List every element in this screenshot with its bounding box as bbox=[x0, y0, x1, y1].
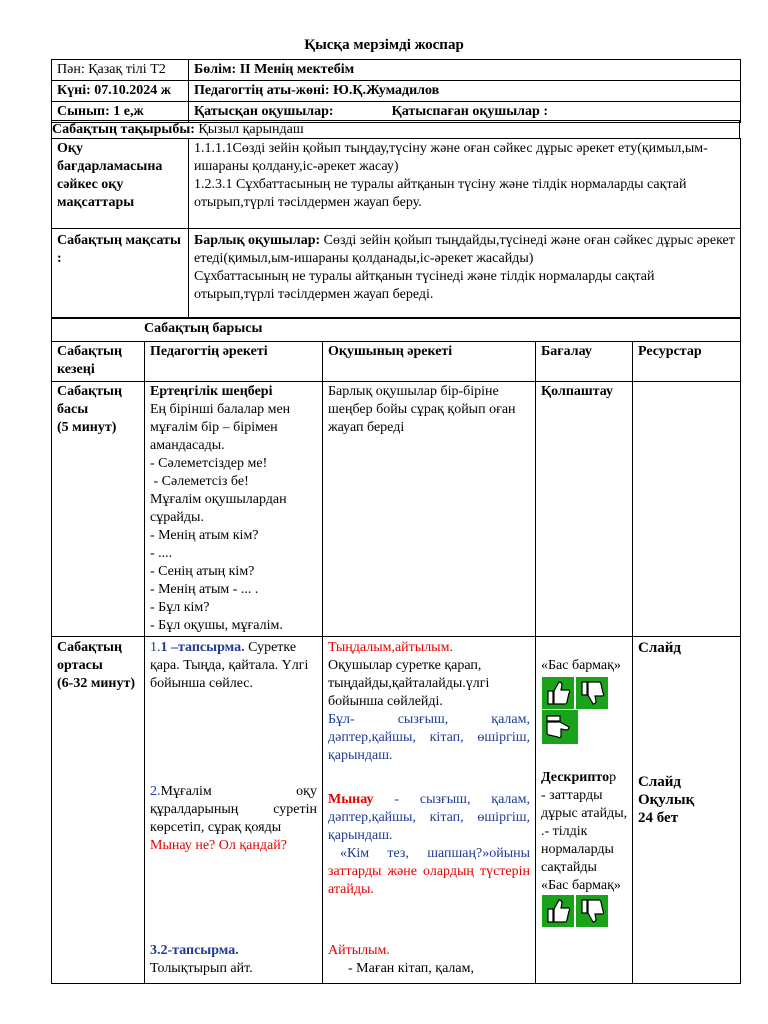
col-stage: Сабақтың кезеңі bbox=[52, 342, 145, 382]
stage1-assessment: Қолпаштау bbox=[536, 382, 633, 637]
topic-label: Сабақтың тақырыбы: bbox=[52, 122, 195, 137]
assess3-label: «Бас бармақ» bbox=[541, 878, 621, 893]
stage1-line: - Сәлеметсіздер ме! bbox=[150, 456, 268, 471]
res-page: 24 бет bbox=[638, 810, 679, 826]
stage2-name: Сабақтың ортасы bbox=[57, 640, 123, 673]
student2-heading: Мынау bbox=[328, 792, 374, 807]
stage1-line: Ең бірінші балалар мен мұғалім бір – бірімен амандасады. bbox=[150, 402, 291, 453]
col-teacher: Педагогтің әрекеті bbox=[145, 342, 323, 382]
student2-words: - сызғыш, қалам, дәптер,қайшы, кітап, өшіргіш, қарындаш. bbox=[328, 792, 530, 843]
res-textbook: Оқулық bbox=[638, 792, 695, 808]
descriptor-line: .- тілдік нормаларды сақтайды bbox=[541, 824, 614, 875]
task2-num: 2. bbox=[150, 784, 161, 799]
stage1-line: - Бұл оқушы, мұғалім. bbox=[150, 618, 283, 633]
task1-num-a: 1. bbox=[150, 640, 161, 655]
col-assessment: Бағалау bbox=[536, 342, 633, 382]
student1-text: Оқушылар суретке қарап, тыңдайды,қайталайды.үлгі бойынша сөйлейді. bbox=[328, 658, 490, 709]
progress-title: Сабақтың барысы bbox=[52, 318, 741, 342]
stage1-line: - Сәлеметсіз бе! bbox=[150, 474, 249, 489]
col-student: Оқушының әрекеті bbox=[323, 342, 536, 382]
objectives-label: Оқу бағдарламасына сәйкес оқу мақсаттары bbox=[52, 139, 189, 229]
task1-num-b: 1 –тапсырма. bbox=[160, 640, 245, 655]
res-slide-2: Слайд bbox=[638, 774, 681, 790]
objective-2: 1.2.3.1 Сұхбаттасының не туралы айтқанын түсіну және тілдік нормаларды сақтай отырып,түрлі тәсілдермен жауап беру. bbox=[194, 177, 687, 210]
thumbs-down-icon bbox=[576, 677, 608, 709]
aims-second: Сұхбаттасының не туралы айтқанын түсінеді және тілдік нормаларды сақтай отырып,түрлі тәсілдермен жауап береді. bbox=[194, 269, 655, 302]
stage2-student bbox=[323, 637, 536, 984]
teacher-name-cell: Педагогтің аты-жөні: Ю.Қ.Жумадилов bbox=[189, 81, 741, 102]
aims-text bbox=[189, 229, 741, 319]
descriptor-line: - заттарды дұрыс атайды, bbox=[541, 788, 628, 821]
thumbs-up-icon bbox=[542, 677, 574, 709]
thumbs-up-icon bbox=[542, 895, 574, 927]
stage2-teacher bbox=[145, 637, 323, 984]
objectives-text bbox=[189, 139, 741, 229]
student1-words: Бұл- сызғыш, қалам, дәптер,қайшы, кітап, өшіргіш, қарындаш. bbox=[328, 712, 530, 763]
stage1-line: - Менің атым - ... . bbox=[150, 582, 259, 597]
descriptor-label: Дескрипто bbox=[541, 770, 610, 785]
date-cell: Күні: 07.10.2024 ж bbox=[52, 81, 189, 102]
stage1-name: Сабақтың басы bbox=[57, 384, 123, 417]
stage1-time: (5 минут) bbox=[57, 420, 117, 435]
stage1-cell bbox=[52, 382, 145, 637]
class-cell: Сынып: 1 е,ж bbox=[52, 102, 189, 123]
topic-table bbox=[51, 120, 740, 139]
assess1-label: «Бас бармақ» bbox=[541, 658, 621, 673]
task2-question: Мынау не? Ол қандай? bbox=[150, 838, 287, 853]
student3-heading: Айтылым. bbox=[328, 943, 390, 958]
student1-heading: Тыңдалым,айтылым. bbox=[328, 640, 453, 655]
stage1-teacher-title: Ертеңгілік шеңбері bbox=[150, 384, 273, 399]
objective-1: 1.1.1.1Сөзді зейін қойып тыңдау,түсіну және оған сәйкес дұрыс әрекет ету(қимыл,ым-ишараны қолдану,іс-әрекет жасау) bbox=[194, 141, 708, 174]
task3-text: Толықтырып айт. bbox=[150, 961, 253, 976]
page-title: Қысқа мерзімді жоспар bbox=[304, 37, 464, 53]
stage2-time: (6-32 минут) bbox=[57, 676, 136, 691]
progress-table bbox=[51, 317, 741, 984]
stage1-line: Мұғалім оқушылардан сұрайды. bbox=[150, 492, 287, 525]
student2-game: «Кім тез, шапшаң?»ойыны bbox=[340, 846, 530, 861]
task1-text: Суретке қара. Тыңда, қайтала. Үлгі бойынша сөйлес. bbox=[150, 640, 309, 691]
task3-num: 3.2-тапсырма. bbox=[150, 943, 239, 958]
topic-text: Қызыл қарындаш bbox=[194, 122, 304, 137]
stage2-resources bbox=[633, 637, 741, 984]
student2-game-text: заттарды және олардың түстерін атайды. bbox=[328, 864, 530, 897]
objectives-table bbox=[51, 138, 741, 319]
stage1-line: - Менің атым кім? bbox=[150, 528, 259, 543]
absent-label: Қатыспаған оқушылар : bbox=[391, 104, 548, 119]
present-label: Қатысқан оқушылар: bbox=[194, 104, 334, 119]
descriptor-label-end: р bbox=[609, 770, 617, 785]
col-resources: Ресурстар bbox=[633, 342, 741, 382]
section-cell: Бөлім: ІІ Менің мектебім bbox=[189, 60, 741, 81]
aims-all-label: Барлық оқушылар: bbox=[194, 233, 321, 248]
subject-cell: Пән: Қазақ тілі Т2 bbox=[52, 60, 189, 81]
stage1-line: - Сенің атың кім? bbox=[150, 564, 255, 579]
thumbs-down-icon bbox=[576, 895, 608, 927]
topic-cell bbox=[52, 121, 740, 139]
header-table bbox=[51, 59, 741, 123]
stage1-student: Барлық оқушылар бір-біріне шеңбер бойы сұрақ қойып оған жауап береді bbox=[323, 382, 536, 637]
res-slide-1: Слайд bbox=[638, 640, 681, 656]
stage1-line: - Бұл кім? bbox=[150, 600, 210, 615]
stage1-teacher bbox=[145, 382, 323, 637]
aims-all-text: Сөзді зейін қойып тыңдайды,түсінеді және оған сәйкес дұрыс әрекет етеді(қимыл,ым-ишараны қолданады,іс-әрекет жасайды) bbox=[194, 233, 735, 266]
stage1-line: - .... bbox=[150, 546, 173, 561]
aims-label: Сабақтың мақсаты : bbox=[52, 229, 189, 319]
task2-text: Мұғалім оқу құралдарының суретін көрсетіп, сұрақ қояды bbox=[150, 784, 317, 835]
stage1-resources bbox=[633, 382, 741, 637]
stage2-cell bbox=[52, 637, 145, 984]
stage2-assessment bbox=[536, 637, 633, 984]
thumbs-sideways-icon bbox=[542, 710, 578, 744]
student3-text: - Маған кітап, қалам, bbox=[348, 961, 474, 976]
